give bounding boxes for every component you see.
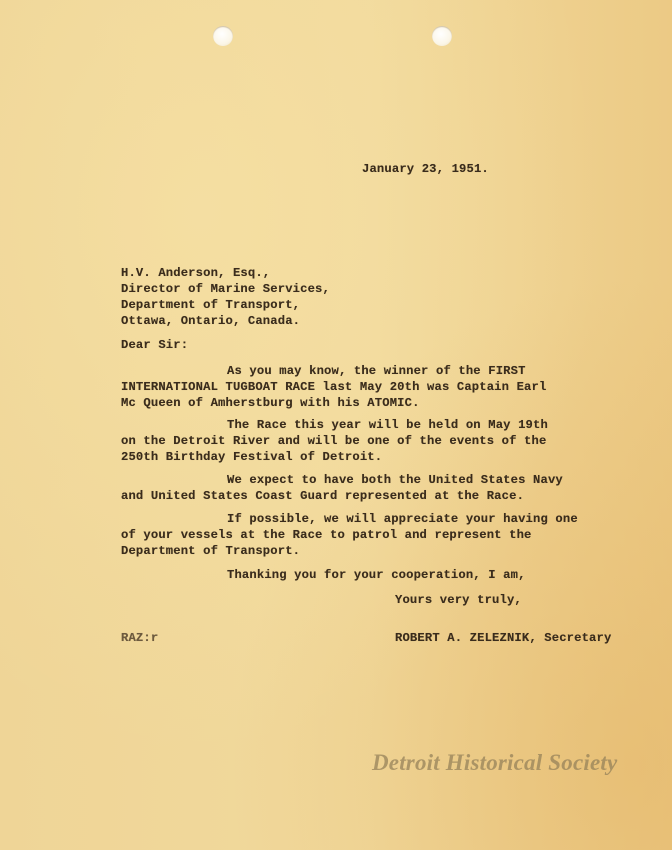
paragraph-4-line-2: of your vessels at the Race to patrol and represent the xyxy=(121,528,532,542)
signature-block: ROBERT A. ZELEZNIK, Secretary xyxy=(395,631,612,645)
paragraph-3-line-2: and United States Coast Guard represented at the Race. xyxy=(121,489,525,503)
recipient-title: Director of Marine Services, xyxy=(121,282,330,296)
paragraph-3-line-1: We expect to have both the United States Navy xyxy=(227,473,563,487)
paragraph-1-line-2: INTERNATIONAL TUGBOAT RACE last May 20th was Captain Earl xyxy=(121,380,547,394)
paragraph-1-line-3: Mc Queen of Amherstburg with his ATOMIC. xyxy=(121,396,420,410)
paragraph-1-line-1: As you may know, the winner of the FIRST xyxy=(227,364,526,378)
paragraph-2-line-3: 250th Birthday Festival of Detroit. xyxy=(121,450,383,464)
paragraph-4-line-1: If possible, we will appreciate your having one xyxy=(227,512,578,526)
closing-line: Thanking you for your cooperation, I am, xyxy=(227,568,526,582)
paragraph-2-line-1: The Race this year will be held on May 19th xyxy=(227,418,548,432)
salutation: Dear Sir: xyxy=(121,338,189,352)
paragraph-2-line-2: on the Detroit River and will be one of the events of the xyxy=(121,434,547,448)
letter-date: January 23, 1951. xyxy=(362,162,489,176)
recipient-name: H.V. Anderson, Esq., xyxy=(121,266,271,280)
complimentary-close: Yours very truly, xyxy=(395,593,522,607)
punch-hole-right xyxy=(432,26,452,46)
recipient-address: Ottawa, Ontario, Canada. xyxy=(121,314,301,328)
paragraph-4-line-3: Department of Transport. xyxy=(121,544,301,558)
recipient-department: Department of Transport, xyxy=(121,298,301,312)
punch-hole-left xyxy=(213,26,233,46)
reference-initials: RAZ:r xyxy=(121,631,159,645)
watermark-detroit-historical-society: Detroit Historical Society xyxy=(372,750,618,775)
